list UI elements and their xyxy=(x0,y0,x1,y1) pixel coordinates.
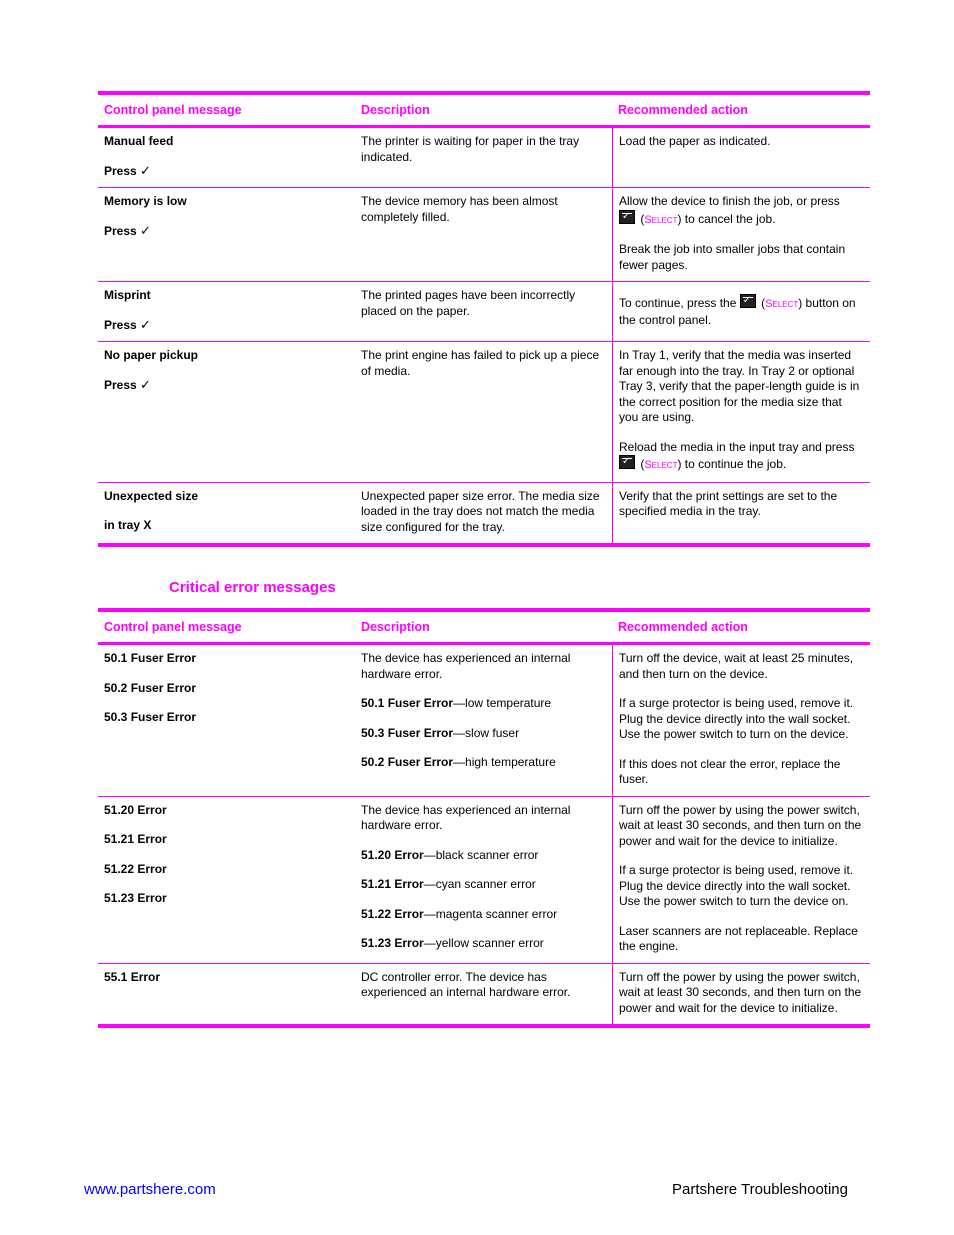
message-text: in tray X xyxy=(104,518,152,532)
critical-errors-table xyxy=(98,608,870,1028)
action-text: If this does not clear the error, replace the fuser. xyxy=(619,756,841,786)
select-label: Select xyxy=(644,459,678,471)
select-button-icon xyxy=(619,210,635,224)
message-text: 50.2 Fuser Error xyxy=(104,680,197,695)
action-text: To continue, press the xyxy=(619,296,737,310)
header-control-panel-message: Control panel message xyxy=(104,620,242,634)
description-text: The device has experienced an internal hardware error. xyxy=(361,651,571,681)
action-text: If a surge protector is being used, remove it. Plug the device directly into the wall socket. Use the power switch to turn on the device. xyxy=(619,696,854,741)
select-label: Select xyxy=(644,213,678,226)
table-row: 50.1 Fuser Error 50.2 Fuser Error 50.3 Fuser Error The device has experienced an internal hardware error. 50.1 Fuser Error—low temperature 50.3 Fuser Error—slow fuser 50.2 Fuser Error—high temperature Turn off the device, wait at least 25 minutes, and then turn on the device. If a surge protector is being used, remove it. Plug the device directly into the wall socket. Use the power switch to turn on the device. If this does not clear the error, replace the fuser. xyxy=(98,645,870,796)
footer-website-link[interactable]: www.partshere.com xyxy=(84,1181,216,1198)
footer-section-name: Partshere Troubleshooting xyxy=(672,1181,848,1198)
table-header xyxy=(98,612,870,645)
action-text: If a surge protector is being used, remove it. Plug the device directly into the wall socket. Use the power switch to turn the device on. xyxy=(619,863,854,908)
header-control-panel-message: Control panel message xyxy=(104,103,242,117)
action-text: In Tray 1, verify that the media was inserted far enough into the tray. In Tray 2 or optional Tray 3, verify that the paper-length guide is in the correct position for the media size that you are using. xyxy=(619,348,860,424)
message-text: Memory is low xyxy=(104,194,187,208)
header-description: Description xyxy=(361,103,430,117)
action-text: Turn off the power by using the power switch, wait at least 30 seconds, and then turn on the power and wait for the device to initialize. xyxy=(619,969,862,1015)
header-recommended-action: Recommended action xyxy=(618,103,748,117)
press-label: Press xyxy=(104,317,137,332)
description-text: DC controller error. The device has experienced an internal hardware error. xyxy=(361,969,571,999)
select-button-icon xyxy=(740,294,756,308)
message-text: No paper pickup xyxy=(104,348,199,362)
section-title: Critical error messages xyxy=(169,579,336,596)
action-text: Reload the media in the input tray and press xyxy=(619,439,855,454)
table-row xyxy=(98,128,870,187)
checkmark-icon: ✓ xyxy=(140,163,151,179)
action-text: Break the job into smaller jobs that contain fewer pages. xyxy=(619,242,846,272)
table-row: Misprint Press ✓ The printed pages have been incorrectly placed on the paper. To continue, press the ✓ (Select) button on the control panel. xyxy=(98,281,870,341)
description-text: The device has experienced an internal hardware error. xyxy=(361,802,571,832)
select-button-icon xyxy=(619,455,635,469)
table-row: Memory is low Press ✓ The device memory has been almost completely filled. Allow the device to finish the job, or press ✓ (Select) to cancel the job. Break the job into smaller jobs that contain fewer pages. xyxy=(98,187,870,281)
message-text: 51.20 Error xyxy=(104,802,167,817)
message-text: Misprint xyxy=(104,288,151,302)
messages-table xyxy=(98,91,870,547)
message-text: 50.1 Fuser Error xyxy=(104,651,197,665)
message-text: 51.23 Error xyxy=(104,891,167,905)
select-label: Select xyxy=(765,298,799,310)
press-label: Press xyxy=(104,377,137,392)
action-text: Turn off the device, wait at least 25 minutes, and then turn on the device. xyxy=(619,651,854,681)
description-text: The device memory has been almost completely filled. xyxy=(361,194,558,224)
action-text: Allow the device to finish the job, or press xyxy=(619,194,840,208)
action-text: Turn off the power by using the power switch, wait at least 30 seconds, and then turn on the power and wait for the device to initialize. xyxy=(619,802,862,848)
message-text: 51.21 Error xyxy=(104,832,167,846)
table-row: 51.20 Error 51.21 Error 51.22 Error 51.23 Error The device has experienced an internal hardware error. 51.20 Error—black scanner error 51.21 Error—cyan scanner error 51.22 Error—magenta scanner error 51.23 Error—yellow scanner error Turn off the power by using the power switch, wait at least 30 seconds, and then turn on the power and wait for the device to initialize. If a surge protector is being used, remove it. Plug the device directly into the wall socket. Use the power switch to turn the device on. Laser scanners are not replaceable. Replace the engine. xyxy=(98,796,870,963)
table-row xyxy=(98,482,870,544)
press-label: Press xyxy=(104,163,137,178)
checkmark-icon: ✓ xyxy=(140,377,151,393)
description-text: The print engine has failed to pick up a piece of media. xyxy=(361,348,600,378)
header-recommended-action: Recommended action xyxy=(618,620,748,634)
message-text: 50.3 Fuser Error xyxy=(104,710,197,724)
action-text: Load the paper as indicated. xyxy=(619,134,771,148)
checkmark-icon: ✓ xyxy=(140,223,151,239)
press-label: Press xyxy=(104,223,137,238)
description-text: Unexpected paper size error. The media size loaded in the tray does not match the media size configured for the tray. xyxy=(361,488,600,534)
message-text: Unexpected size xyxy=(104,488,199,503)
header-description: Description xyxy=(361,620,430,634)
message-text: 51.22 Error xyxy=(104,861,167,876)
message-text: 55.1 Error xyxy=(104,969,161,984)
table-row: No paper pickup Press ✓ The print engine has failed to pick up a piece of media. In Tray 1, verify that the media was inserted far enough into the tray. In Tray 2 or optional Tray 3, verify that the paper-length guide is in the correct position for the media size that you are using. Reload the media in the input tray and press ✓ (Select) to continue the job. xyxy=(98,341,870,482)
action-text: Verify that the print settings are set to the specified media in the tray. xyxy=(619,488,838,518)
description-text: The printer is waiting for paper in the tray indicated. xyxy=(361,134,580,164)
table-header xyxy=(98,95,870,128)
checkmark-icon: ✓ xyxy=(140,317,151,333)
message-text: Manual feed xyxy=(104,134,174,148)
action-text: Laser scanners are not replaceable. Replace the engine. xyxy=(619,923,858,953)
description-text: The printed pages have been incorrectly placed on the paper. xyxy=(361,288,576,318)
table-row xyxy=(98,963,870,1025)
